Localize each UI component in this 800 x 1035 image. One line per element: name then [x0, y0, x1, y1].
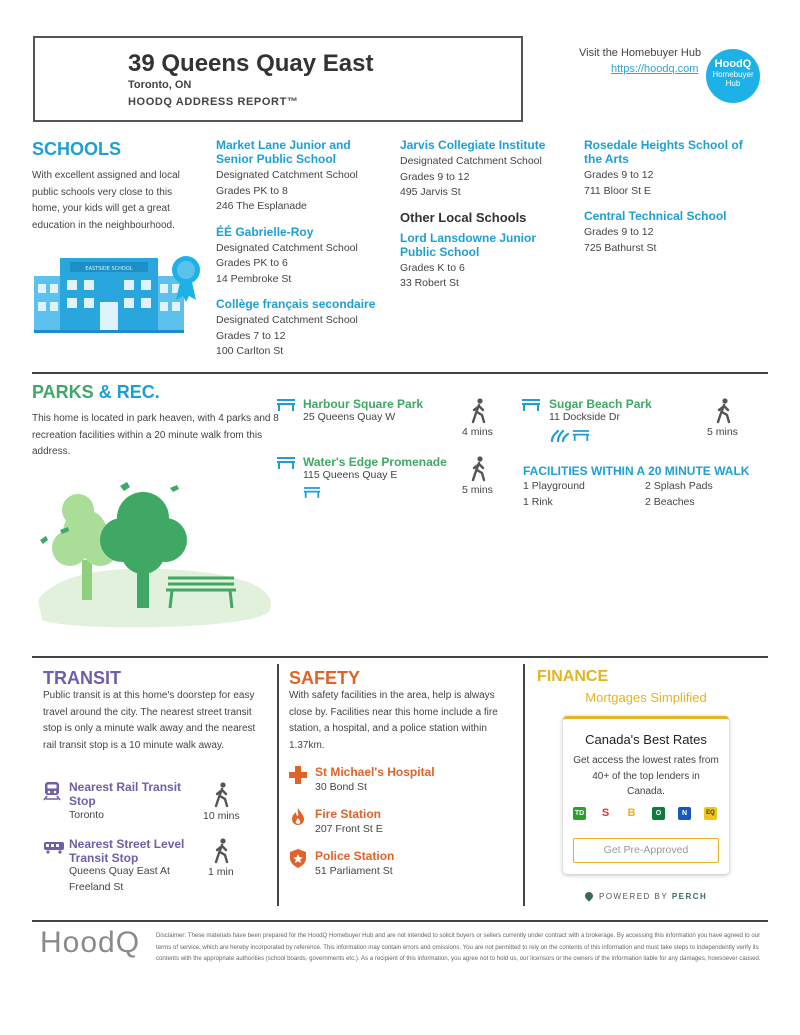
school-item	[216, 225, 376, 288]
other-schools-heading: Other Local Schools	[400, 209, 527, 225]
bench-facility-icon	[572, 429, 590, 442]
safety-facility-name[interactable]: Fire Station	[315, 807, 382, 821]
school-building-sign: EASTSIDE SCHOOL	[85, 266, 133, 272]
park-illustration	[30, 470, 280, 630]
schools-column-1	[216, 138, 376, 360]
school-type: Designated Catchment School	[400, 155, 542, 167]
school-item	[400, 138, 565, 201]
transit-stop-name[interactable]: Nearest Street Level Transit Stop	[69, 837, 185, 865]
school-grades: Grades 9 to 12	[584, 169, 654, 181]
streetcar-icon	[43, 840, 65, 854]
lender-logo: O	[652, 807, 665, 820]
walk-time: 1 min	[208, 866, 234, 878]
school-item	[584, 209, 754, 256]
safety-facility-name[interactable]: St Michael's Hospital	[315, 765, 435, 779]
powered-by-text: POWERED BY	[599, 892, 669, 901]
walking-icon	[716, 398, 732, 424]
lender-logo: N	[678, 807, 691, 820]
schools-description: With excellent assigned and local public schools very close to this home, your kids will get a great education in the neighbourhood.	[32, 170, 180, 231]
school-address: 100 Carlton St	[216, 345, 284, 357]
parks-title	[32, 382, 160, 403]
school-address: 246 The Esplanade	[216, 200, 307, 212]
bench-facility-icon	[303, 486, 321, 499]
walk-time: 10 mins	[203, 810, 240, 822]
school-name[interactable]: Market Lane Junior and Senior Public School	[216, 138, 351, 166]
school-address: 33 Robert St	[400, 277, 459, 289]
walking-icon	[214, 782, 230, 808]
school-address: 711 Bloor St E	[584, 184, 651, 197]
transit-title: TRANSIT	[43, 668, 121, 688]
school-name[interactable]: Collège français secondaire	[216, 297, 376, 311]
walking-icon	[471, 398, 487, 424]
schools-column-2	[400, 138, 565, 292]
facility-item: 1 Rink	[523, 496, 553, 508]
facility-item: 2 Splash Pads	[645, 480, 713, 492]
school-type: Designated Catchment School	[216, 314, 358, 326]
fire-flame-icon	[291, 807, 305, 826]
column-divider	[277, 664, 279, 906]
transit-stop-detail: Toronto	[69, 809, 105, 821]
park-bench-icon	[521, 398, 541, 412]
walking-icon	[214, 838, 230, 864]
address-header-box	[33, 36, 523, 122]
park-name[interactable]: Harbour Square Park	[303, 397, 424, 411]
address-title: 39 Queens Quay East	[128, 50, 374, 77]
school-grades: Grades 7 to 12	[216, 329, 286, 342]
badge-line2: Homebuyer Hub	[712, 70, 754, 88]
safety-facility-address: 30 Bond St	[315, 781, 367, 793]
walk-time: 5 mins	[707, 426, 738, 438]
safety-description: With safety facilities in the area, help is always close by. Facilities near this home include a fire station, a hospital, and a police station within 1.37km.	[289, 690, 498, 751]
school-name[interactable]: Jarvis Collegiate Institute	[400, 138, 546, 152]
rail-train-icon	[43, 781, 61, 801]
powered-by-perch	[585, 892, 707, 901]
school-address: 725 Bathurst St	[584, 241, 657, 254]
walk-time: 5 mins	[462, 484, 493, 496]
school-item	[400, 231, 565, 292]
school-grades: Grades PK to 6	[216, 257, 288, 269]
park-address: 11 Dockside Dr	[549, 411, 620, 423]
perch-brand: PERCH	[671, 892, 708, 901]
address-city: Toronto, ON	[128, 79, 192, 91]
school-address: 495 Jarvis St	[400, 186, 461, 198]
section-divider	[32, 372, 768, 374]
parks-description: This home is located in park heaven, with 4 parks and 8 recreation facilities within a 20 minute walk from this address.	[32, 413, 279, 457]
school-grades: Grades K to 6	[400, 261, 465, 274]
schools-column-3	[584, 138, 754, 256]
school-name[interactable]: Lord Lansdowne Junior Public School	[400, 230, 537, 259]
lender-eq-logo: EQ	[704, 807, 717, 820]
school-item	[584, 138, 754, 199]
splash-pad-icon	[549, 428, 569, 442]
school-type: Designated Catchment School	[216, 169, 358, 181]
school-item	[216, 138, 376, 215]
school-address: 14 Pembroke St	[216, 272, 292, 285]
finance-subtitle: Mortgages Simplified	[585, 690, 707, 705]
school-name[interactable]: Rosedale Heights School of the Arts	[584, 138, 743, 166]
park-address: 25 Queens Quay W	[303, 411, 396, 423]
transit-stop-name[interactable]: Nearest Rail Transit Stop	[69, 780, 182, 808]
school-name[interactable]: Central Technical School	[584, 209, 727, 223]
parks-title-b: & REC.	[98, 382, 160, 402]
school-grades: Grades 9 to 12	[400, 170, 470, 183]
transit-description: Public transit is at this home's doorstep for easy travel around the city. The nearest street transit stop is only a minute walk away and the nearest rail transit stop is a 10 minute walk away.	[43, 690, 256, 751]
facility-item: 1 Playground	[523, 480, 585, 492]
rates-card-title: Canada's Best Rates	[585, 732, 707, 747]
column-divider	[523, 664, 525, 906]
facility-item: 2 Beaches	[645, 496, 695, 508]
walking-icon	[471, 456, 487, 482]
school-item	[216, 297, 376, 360]
hub-visit-text: Visit the Homebuyer Hub	[579, 47, 702, 59]
safety-facility-address: 207 Front St E	[315, 823, 383, 835]
schools-title: SCHOOLS	[32, 139, 122, 159]
hospital-cross-icon	[289, 766, 307, 784]
footer-divider	[32, 920, 768, 922]
hoodq-logo: HoodQ	[40, 926, 141, 959]
lender-scotia-logo: S	[599, 807, 612, 820]
finance-title: FINANCE	[537, 668, 609, 685]
hoodq-hub-badge[interactable]	[706, 49, 760, 103]
perch-pin-icon	[583, 890, 594, 901]
report-label: HOODQ ADDRESS REPORT™	[128, 96, 299, 108]
hub-link[interactable]: https://hoodq.com	[611, 63, 699, 75]
park-name[interactable]: Sugar Beach Park	[549, 397, 652, 411]
park-bench-icon	[276, 398, 296, 412]
safety-facility-name[interactable]: Police Station	[315, 849, 395, 863]
school-grades: Grades 9 to 12	[584, 226, 654, 238]
get-pre-approved-button[interactable]: Get Pre-Approved	[573, 838, 719, 863]
safety-title: SAFETY	[289, 668, 361, 688]
section-divider	[32, 656, 768, 658]
school-name[interactable]: ÉÉ Gabrielle-Roy	[216, 224, 314, 239]
police-badge-icon	[290, 849, 306, 868]
park-name[interactable]: Water's Edge Promenade	[303, 455, 447, 469]
school-type: Designated Catchment School	[216, 241, 358, 254]
safety-facility-address: 51 Parliament St	[315, 865, 393, 877]
disclaimer-text: Disclaimer: These materials have been prepared for the HoodQ Homebuyer Hub and are not intended to solicit buyers or sellers currently under contract with a brokerage. By accessing this information you have agreed to our terms of service, which are hereby incorporated by reference. This information may contain errors and omissions. You are not permitted to rely on the contents of this information and must take steps to independently verify its contents with the appropriate authorities (school boards, governments etc.). As a recipient of this information, you agree not to hold us, our licensors or the owners of the information liable for any damages, howsoever caused.	[156, 932, 761, 962]
school-grades: Grades PK to 8	[216, 184, 288, 197]
walk-time: 4 mins	[462, 426, 493, 438]
facilities-title: FACILITIES WITHIN A 20 MINUTE WALK	[523, 464, 750, 478]
badge-line1: HoodQ	[714, 58, 752, 70]
parks-title-a: PARKS	[32, 382, 94, 402]
lender-desjardins-logo: B	[625, 807, 638, 820]
rates-card-text: Get access the lowest rates from 40+ of the top lenders in Canada.	[573, 755, 719, 797]
school-building-illustration	[34, 250, 204, 335]
lender-td-logo: TD	[573, 807, 586, 820]
transit-stop-detail: Queens Quay East At Freeland St	[69, 865, 170, 893]
park-address: 115 Queens Quay E	[303, 469, 398, 481]
park-bench-icon	[276, 456, 296, 470]
